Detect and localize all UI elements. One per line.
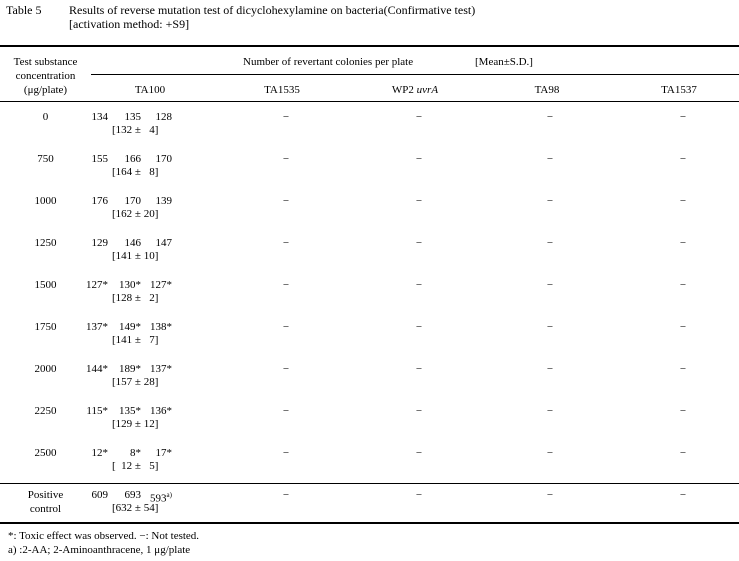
mean-sd: [164 ± 8] (112, 166, 159, 178)
plate-count-3: 139 (155, 195, 172, 207)
positive-value-2: 693 (124, 489, 141, 501)
positive-ta98: − (546, 489, 554, 501)
positive-mean: [632 ± 54] (112, 502, 159, 514)
concentration-cell: 1000 (34, 195, 57, 207)
plate-count-3: 147 (155, 237, 172, 249)
concentration-cell: 2000 (34, 363, 57, 375)
mean-sd: [129 ± 12] (112, 418, 159, 430)
plate-count-1: 137* (86, 321, 108, 333)
not-tested-ta98: − (546, 321, 554, 333)
not-tested-wp2uvra: − (415, 279, 423, 291)
plate-count-1: 155 (91, 153, 108, 165)
not-tested-ta98: − (546, 195, 554, 207)
not-tested-ta1535: − (282, 363, 290, 375)
plate-count-2: 189* (119, 363, 141, 375)
not-tested-wp2uvra: − (415, 405, 423, 417)
not-tested-ta1535: − (282, 153, 290, 165)
positive-ta1537: − (679, 489, 687, 501)
plate-count-3: 137* (150, 363, 172, 375)
not-tested-wp2uvra: − (415, 111, 423, 123)
mean-sd: [ 12 ± 5] (112, 460, 159, 472)
positive-label-line2: control (29, 503, 62, 515)
strain-wp2-text: WP2 (391, 84, 417, 96)
plate-count-2: 8* (130, 447, 141, 459)
positive-wp2uvra: − (415, 489, 423, 501)
not-tested-wp2uvra: − (415, 321, 423, 333)
bottom-rule (0, 522, 739, 524)
plate-count-1: 134 (91, 111, 108, 123)
footnote-positive-control: a) :2-AA; 2-Aminoanthracene, 1 μg/plate (8, 544, 191, 556)
positive-note-marker: a) (166, 491, 172, 499)
positive-value-3-text: 593 (150, 492, 167, 505)
mean-sd: [157 ± 28] (112, 376, 159, 388)
mean-sd: [141 ± 10] (112, 250, 159, 262)
plate-count-2: 135 (124, 111, 141, 123)
not-tested-wp2uvra: − (415, 195, 423, 207)
plate-count-1: 129 (91, 237, 108, 249)
concentration-cell: 2500 (34, 447, 57, 459)
concentration-cell: 2250 (34, 405, 57, 417)
not-tested-ta1537: − (679, 321, 687, 333)
top-rule (0, 45, 739, 47)
not-tested-ta1537: − (679, 111, 687, 123)
strain-header-ta100: TA100 (134, 84, 166, 96)
plate-count-2: 166 (124, 153, 141, 165)
group-sub-rule (91, 74, 739, 75)
footnote-toxic: *: Toxic effect was observed. −: Not tested. (8, 530, 200, 542)
plate-count-3: 138* (150, 321, 172, 333)
table-number: Table 5 (6, 3, 42, 17)
concentration-cell: 1250 (34, 237, 57, 249)
table-title: Results of reverse mutation test of dicyclohexylamine on bacteria(Confirmative test) (69, 3, 476, 17)
not-tested-ta1535: − (282, 195, 290, 207)
not-tested-ta1537: − (679, 153, 687, 165)
not-tested-ta98: − (546, 405, 554, 417)
not-tested-ta98: − (546, 447, 554, 459)
plate-count-1: 176 (91, 195, 108, 207)
not-tested-ta98: − (546, 237, 554, 249)
mean-sd: [128 ± 2] (112, 292, 159, 304)
not-tested-wp2uvra: − (415, 153, 423, 165)
plate-count-2: 130* (119, 279, 141, 291)
not-tested-ta1537: − (679, 279, 687, 291)
strain-uvra-italic: uvrA (416, 84, 439, 96)
not-tested-ta1537: − (679, 363, 687, 375)
plate-count-3: 128 (155, 111, 172, 123)
mean-sd: [162 ± 20] (112, 208, 159, 220)
not-tested-ta1535: − (282, 405, 290, 417)
not-tested-wp2uvra: − (415, 363, 423, 375)
positive-ta1535: − (282, 489, 290, 501)
plate-count-3: 170 (155, 153, 172, 165)
mean-sd-label: [Mean±S.D.] (475, 56, 533, 68)
concentration-header-line3: (μg/plate) (23, 84, 68, 96)
plate-count-1: 115* (86, 405, 108, 417)
plate-count-1: 12* (91, 447, 108, 459)
plate-count-3: 127* (150, 279, 172, 291)
not-tested-ta98: − (546, 111, 554, 123)
strain-header-ta1537: TA1537 (661, 84, 697, 96)
strain-header-wp2uvra (355, 84, 475, 96)
strain-header-ta1535: TA1535 (264, 84, 300, 96)
not-tested-ta1537: − (679, 195, 687, 207)
mean-sd: [132 ± 4] (112, 124, 159, 136)
not-tested-ta1535: − (282, 111, 290, 123)
not-tested-ta1537: − (679, 405, 687, 417)
not-tested-ta1535: − (282, 321, 290, 333)
concentration-cell: 0 (42, 111, 49, 123)
concentration-cell: 1500 (34, 279, 57, 291)
concentration-cell: 750 (37, 153, 54, 165)
plate-count-1: 144* (86, 363, 108, 375)
concentration-header-line1: Test substance (13, 56, 78, 68)
not-tested-ta1537: − (679, 237, 687, 249)
plate-count-2: 146 (124, 237, 141, 249)
header-bottom-rule (0, 101, 739, 102)
table-subtitle: [activation method: +S9] (69, 17, 190, 31)
plate-count-2: 149* (119, 321, 141, 333)
plate-count-2: 170 (124, 195, 141, 207)
mean-sd: [141 ± 7] (112, 334, 159, 346)
plate-count-2: 135* (119, 405, 141, 417)
not-tested-ta98: − (546, 363, 554, 375)
not-tested-wp2uvra: − (415, 237, 423, 249)
not-tested-ta1535: − (282, 279, 290, 291)
positive-rule (0, 483, 739, 484)
concentration-header (0, 55, 91, 97)
positive-value-1: 609 (91, 489, 108, 501)
not-tested-ta98: − (546, 279, 554, 291)
not-tested-ta1535: − (282, 237, 290, 249)
not-tested-wp2uvra: − (415, 447, 423, 459)
not-tested-ta1537: − (679, 447, 687, 459)
not-tested-ta98: − (546, 153, 554, 165)
not-tested-ta1535: − (282, 447, 290, 459)
plate-count-3: 136* (150, 405, 172, 417)
colonies-group-header: Number of revertant colonies per plate (243, 56, 414, 68)
plate-count-1: 127* (86, 279, 108, 291)
concentration-header-line2: concentration (15, 70, 76, 82)
plate-count-3: 17* (155, 447, 172, 459)
strain-header-ta98: TA98 (534, 84, 560, 96)
positive-label-line1: Positive (27, 489, 64, 501)
concentration-cell: 1750 (34, 321, 57, 333)
